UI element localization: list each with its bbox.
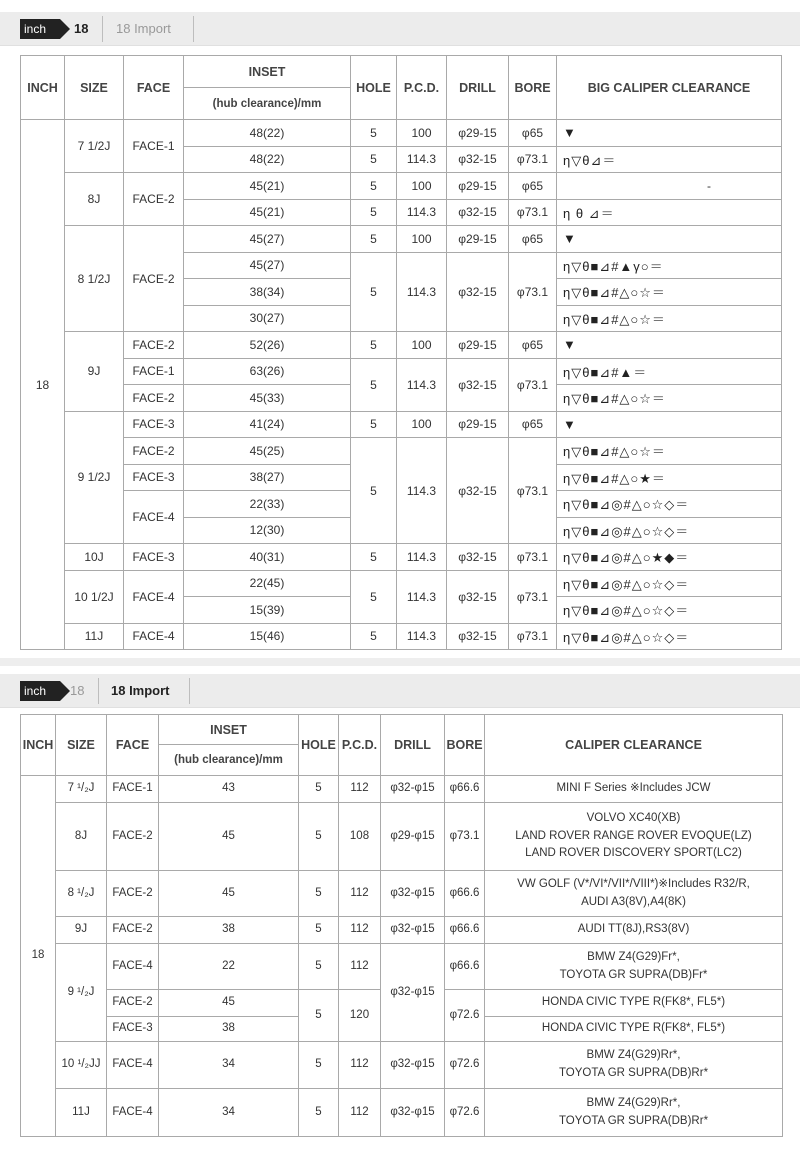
drill-cell: φ32-15 xyxy=(447,199,509,226)
bore-cell: φ66.6 xyxy=(445,944,485,990)
table-row xyxy=(21,803,783,871)
table-row xyxy=(21,226,782,253)
drill-cell: φ29-φ15 xyxy=(381,803,445,871)
hole-cell: 5 xyxy=(299,803,339,871)
header-drill: DRILL xyxy=(447,56,509,120)
bore-cell: φ73.1 xyxy=(509,199,557,226)
inset-cell: 45 xyxy=(159,990,299,1017)
bore-cell: φ65 xyxy=(509,173,557,200)
inset-cell: 22 xyxy=(159,944,299,990)
clearance-cell: η▽θ⊿＝ xyxy=(557,146,782,173)
table-row xyxy=(21,544,782,571)
inset-cell: 38(27) xyxy=(184,464,351,491)
size-cell: 7 1/2J xyxy=(65,120,124,173)
inset-cell: 30(27) xyxy=(184,305,351,332)
table-row xyxy=(21,570,782,597)
pcd-cell: 112 xyxy=(339,917,381,944)
table-row xyxy=(21,1089,783,1137)
drill-cell: φ29-15 xyxy=(447,226,509,253)
clearance-cell: η▽θ■⊿#▲γ○＝ xyxy=(557,252,782,279)
clearance-cell xyxy=(485,944,783,990)
face-cell: FACE-2 xyxy=(124,385,184,412)
inch-cell: 18 xyxy=(21,776,56,1137)
face-cell: FACE-2 xyxy=(107,803,159,871)
bore-cell: φ72.6 xyxy=(445,1089,485,1137)
clearance-cell: η▽θ■⊿◎#△○☆◇＝ xyxy=(557,491,782,518)
tab-18[interactable]: 18 xyxy=(70,683,85,698)
hole-cell: 5 xyxy=(299,917,339,944)
vehicle-line: HONDA CIVIC TYPE R(FK8*, FL5*) xyxy=(541,1022,726,1035)
hole-cell: 5 xyxy=(299,871,339,917)
clearance-cell: η▽θ■⊿◎#△○★◆＝ xyxy=(557,544,782,571)
inset-cell: 34 xyxy=(159,1089,299,1137)
drill-cell: φ32-15 xyxy=(447,438,509,544)
face-cell: FACE-4 xyxy=(107,1042,159,1089)
size-cell: 9J xyxy=(65,332,124,412)
face-cell: FACE-2 xyxy=(107,871,159,917)
face-cell: FACE-3 xyxy=(107,1017,159,1042)
header-pcd: P.C.D. xyxy=(339,715,381,776)
vehicle-line: AUDI TT(8J),RS3(8V) xyxy=(577,923,690,936)
bore-cell: φ73.1 xyxy=(509,570,557,623)
clearance-cell: η▽θ■⊿#△○☆＝ xyxy=(557,385,782,412)
face-cell: FACE-4 xyxy=(124,491,184,544)
bore-cell: φ73.1 xyxy=(509,438,557,544)
size-cell: 8J xyxy=(65,173,124,226)
pcd-cell: 114.3 xyxy=(397,358,447,411)
inset-cell: 63(26) xyxy=(184,358,351,385)
clearance-cell: - xyxy=(557,173,782,200)
bore-cell: φ72.6 xyxy=(445,1042,485,1089)
clearance-cell xyxy=(485,917,783,944)
clearance-cell xyxy=(485,803,783,871)
table-row xyxy=(21,623,782,650)
caliper-clearance-table xyxy=(20,714,783,1137)
inset-cell: 48(22) xyxy=(184,120,351,147)
inset-cell: 43 xyxy=(159,776,299,803)
clearance-cell xyxy=(485,1017,783,1042)
inset-cell: 15(46) xyxy=(184,623,351,650)
drill-cell: φ32-15 xyxy=(447,146,509,173)
size-cell: 8J xyxy=(56,803,107,871)
pcd-cell: 100 xyxy=(397,332,447,359)
pcd-cell: 100 xyxy=(397,411,447,438)
header-pcd: P.C.D. xyxy=(397,56,447,120)
vehicle-line: AUDI A3(8V),A4(8K) xyxy=(581,895,686,908)
face-cell: FACE-1 xyxy=(107,776,159,803)
header-inset-sub: (hub clearance)/mm xyxy=(159,745,299,776)
table-row xyxy=(21,438,782,465)
face-cell: FACE-2 xyxy=(124,332,184,359)
tab-18[interactable]: 18 xyxy=(74,21,89,36)
vehicle-line: LAND ROVER DISCOVERY SPORT(LC2) xyxy=(525,847,742,860)
bore-cell: φ65 xyxy=(509,120,557,147)
header-hole: HOLE xyxy=(351,56,397,120)
clearance-cell: η▽θ■⊿#△○☆＝ xyxy=(557,279,782,306)
hole-cell: 5 xyxy=(351,332,397,359)
header-inch: INCH xyxy=(21,715,56,776)
bore-cell: φ73.1 xyxy=(509,623,557,650)
tab-18-import[interactable]: 18 Import xyxy=(111,683,170,698)
face-cell: FACE-3 xyxy=(124,464,184,491)
pcd-cell: 114.3 xyxy=(397,438,447,544)
hole-cell: 5 xyxy=(299,1042,339,1089)
inset-cell: 45(25) xyxy=(184,438,351,465)
inset-cell: 45(21) xyxy=(184,173,351,200)
size-cell: 8 1/2J xyxy=(65,226,124,332)
vehicle-line: VW GOLF (V*/VI*/VII*/VIII*)※Includes R32/R, xyxy=(517,877,750,890)
hole-cell: 5 xyxy=(299,990,339,1042)
inch-label: inch xyxy=(20,19,60,39)
header-size: SIZE xyxy=(56,715,107,776)
header-hole: HOLE xyxy=(299,715,339,776)
table-row xyxy=(21,944,783,990)
clearance-cell: ▼ xyxy=(557,411,782,438)
table-row xyxy=(21,411,782,438)
tab-bar xyxy=(0,674,800,708)
header-bore: BORE xyxy=(445,715,485,776)
vehicle-line: VOLVO XC40(XB) xyxy=(586,811,681,824)
vehicle-line: TOYOTA GR SUPRA(DB)Rr* xyxy=(558,1067,709,1079)
inset-cell: 45(33) xyxy=(184,385,351,412)
inset-cell: 45 xyxy=(159,803,299,871)
tab-divider xyxy=(98,678,99,704)
drill-cell: φ32-φ15 xyxy=(381,917,445,944)
hole-cell: 5 xyxy=(351,173,397,200)
clearance-cell: η▽θ■⊿#△○☆＝ xyxy=(557,438,782,465)
header-inset-sub: (hub clearance)/mm xyxy=(184,88,351,120)
table-row xyxy=(21,871,783,917)
pcd-cell: 120 xyxy=(339,990,381,1042)
pcd-cell: 112 xyxy=(339,1089,381,1137)
bore-cell: φ73.1 xyxy=(445,803,485,871)
fitment-table xyxy=(20,55,782,650)
header-inch: INCH xyxy=(21,56,65,120)
hole-cell: 5 xyxy=(351,120,397,147)
pcd-cell: 114.3 xyxy=(397,623,447,650)
inset-cell: 40(31) xyxy=(184,544,351,571)
hole-cell: 5 xyxy=(351,146,397,173)
drill-cell: φ32-15 xyxy=(447,570,509,623)
clearance-cell: η▽θ■⊿#△○☆＝ xyxy=(557,305,782,332)
hole-cell: 5 xyxy=(299,776,339,803)
pcd-cell: 114.3 xyxy=(397,570,447,623)
size-cell: 9 ¹/₂J xyxy=(56,944,107,1042)
header-drill: DRILL xyxy=(381,715,445,776)
hole-cell: 5 xyxy=(351,226,397,253)
drill-cell: φ32-15 xyxy=(447,623,509,650)
bore-cell: φ66.6 xyxy=(445,871,485,917)
drill-cell: φ32-φ15 xyxy=(381,944,445,1042)
clearance-cell: η▽θ■⊿#▲＝ xyxy=(557,358,782,385)
clearance-cell xyxy=(485,776,783,803)
face-cell: FACE-4 xyxy=(124,623,184,650)
size-cell: 9 1/2J xyxy=(65,411,124,544)
inset-cell: 34 xyxy=(159,1042,299,1089)
hole-cell: 5 xyxy=(351,438,397,544)
bore-cell: φ66.6 xyxy=(445,917,485,944)
drill-cell: φ29-15 xyxy=(447,332,509,359)
bore-cell: φ73.1 xyxy=(509,252,557,332)
inset-cell: 45(21) xyxy=(184,199,351,226)
size-cell: 10 ¹/₂JJ xyxy=(56,1042,107,1089)
pcd-cell: 112 xyxy=(339,776,381,803)
bore-cell: φ65 xyxy=(509,226,557,253)
clearance-cell xyxy=(485,871,783,917)
pcd-cell: 100 xyxy=(397,226,447,253)
hole-cell: 5 xyxy=(351,358,397,411)
size-cell: 10 1/2J xyxy=(65,570,124,623)
hole-cell: 5 xyxy=(351,623,397,650)
size-cell: 8 ¹/₂J xyxy=(56,871,107,917)
face-cell: FACE-2 xyxy=(124,173,184,226)
drill-cell: φ29-15 xyxy=(447,173,509,200)
hole-cell: 5 xyxy=(351,544,397,571)
pcd-cell: 100 xyxy=(397,173,447,200)
table-row xyxy=(21,1042,783,1089)
hole-cell: 5 xyxy=(351,199,397,226)
hole-cell: 5 xyxy=(299,944,339,990)
vehicle-line: BMW Z4(G29)Fr*, xyxy=(587,950,680,963)
table-row xyxy=(21,120,782,147)
header-clearance: BIG CALIPER CLEARANCE xyxy=(557,56,782,120)
drill-cell: φ29-15 xyxy=(447,120,509,147)
pcd-cell: 112 xyxy=(339,1042,381,1089)
size-cell: 10J xyxy=(65,544,124,571)
vehicle-line: TOYOTA GR SUPRA(DB)Fr* xyxy=(559,968,708,981)
hole-cell: 5 xyxy=(299,1089,339,1137)
inset-cell: 52(26) xyxy=(184,332,351,359)
tab-divider xyxy=(189,678,190,704)
size-cell: 11J xyxy=(56,1089,107,1137)
drill-cell: φ32-15 xyxy=(447,252,509,332)
tab-divider xyxy=(193,16,194,42)
vehicle-line: BMW Z4(G29)Rr*, xyxy=(586,1049,681,1062)
tab-18-import[interactable]: 18 Import xyxy=(116,21,171,36)
header-inset: INSET xyxy=(159,715,299,745)
bore-cell: φ73.1 xyxy=(509,146,557,173)
vehicle-line: BMW Z4(G29)Rr*, xyxy=(586,1096,681,1109)
inset-cell: 38(34) xyxy=(184,279,351,306)
face-cell: FACE-4 xyxy=(107,944,159,990)
face-cell: FACE-2 xyxy=(124,438,184,465)
tab-bar xyxy=(0,12,800,46)
inset-cell: 12(30) xyxy=(184,517,351,544)
face-cell: FACE-3 xyxy=(124,411,184,438)
clearance-cell: η▽θ■⊿◎#△○☆◇＝ xyxy=(557,623,782,650)
bore-cell: φ73.1 xyxy=(509,544,557,571)
drill-cell: φ32-φ15 xyxy=(381,871,445,917)
inset-cell: 38 xyxy=(159,1017,299,1042)
face-cell: FACE-4 xyxy=(124,570,184,623)
clearance-cell xyxy=(485,1089,783,1137)
clearance-cell: η▽θ■⊿◎#△○☆◇＝ xyxy=(557,517,782,544)
face-cell: FACE-2 xyxy=(107,990,159,1017)
pcd-cell: 112 xyxy=(339,944,381,990)
bore-cell: φ65 xyxy=(509,332,557,359)
size-cell: 7 ¹/₂J xyxy=(56,776,107,803)
table-row xyxy=(21,173,782,200)
inset-cell: 45(27) xyxy=(184,252,351,279)
clearance-cell: η θ ⊿＝ xyxy=(557,199,782,226)
drill-cell: φ29-15 xyxy=(447,411,509,438)
face-cell: FACE-1 xyxy=(124,120,184,173)
vehicle-line: HONDA CIVIC TYPE R(FK8*, FL5*) xyxy=(541,996,726,1009)
header-inset: INSET xyxy=(184,56,351,88)
bore-cell: φ65 xyxy=(509,411,557,438)
inset-cell: 38 xyxy=(159,917,299,944)
drill-cell: φ32-φ15 xyxy=(381,1042,445,1089)
clearance-cell: ▼ xyxy=(557,120,782,147)
clearance-cell: ▼ xyxy=(557,226,782,253)
pcd-cell: 100 xyxy=(397,120,447,147)
inset-cell: 22(33) xyxy=(184,491,351,518)
bore-cell: φ73.1 xyxy=(509,358,557,411)
clearance-cell: η▽θ■⊿◎#△○☆◇＝ xyxy=(557,597,782,624)
bore-cell: φ72.6 xyxy=(445,990,485,1042)
header-clearance: CALIPER CLEARANCE xyxy=(485,715,783,776)
face-cell: FACE-4 xyxy=(107,1089,159,1137)
header-size: SIZE xyxy=(65,56,124,120)
vehicle-line: TOYOTA GR SUPRA(DB)Rr* xyxy=(558,1114,709,1127)
pcd-cell: 112 xyxy=(339,871,381,917)
drill-cell: φ32-φ15 xyxy=(381,1089,445,1137)
pcd-cell: 114.3 xyxy=(397,252,447,332)
inch-cell: 18 xyxy=(21,120,65,650)
pcd-cell: 114.3 xyxy=(397,199,447,226)
header-bore: BORE xyxy=(509,56,557,120)
table-row xyxy=(21,776,783,803)
drill-cell: φ32-15 xyxy=(447,358,509,411)
inset-cell: 45(27) xyxy=(184,226,351,253)
drill-cell: φ32-15 xyxy=(447,544,509,571)
size-cell: 11J xyxy=(65,623,124,650)
size-cell: 9J xyxy=(56,917,107,944)
drill-cell: φ32-φ15 xyxy=(381,776,445,803)
face-cell: FACE-1 xyxy=(124,358,184,385)
inset-cell: 48(22) xyxy=(184,146,351,173)
clearance-cell: η▽θ■⊿◎#△○☆◇＝ xyxy=(557,570,782,597)
table-row xyxy=(21,358,782,385)
inch-label: inch xyxy=(20,681,60,701)
bore-cell: φ66.6 xyxy=(445,776,485,803)
tab-divider xyxy=(102,16,103,42)
clearance-cell: ▼ xyxy=(557,332,782,359)
hole-cell: 5 xyxy=(351,252,397,332)
inset-cell: 45 xyxy=(159,871,299,917)
inset-cell: 41(24) xyxy=(184,411,351,438)
face-cell: FACE-3 xyxy=(124,544,184,571)
face-cell: FACE-2 xyxy=(107,917,159,944)
vehicle-line: MINI F Series ※Includes JCW xyxy=(556,782,711,795)
pcd-cell: 108 xyxy=(339,803,381,871)
inset-cell: 22(45) xyxy=(184,570,351,597)
pcd-cell: 114.3 xyxy=(397,544,447,571)
clearance-cell xyxy=(485,1042,783,1089)
table-row xyxy=(21,917,783,944)
vehicle-line: LAND ROVER RANGE ROVER EVOQUE(LZ) xyxy=(515,829,752,842)
clearance-cell: η▽θ■⊿#△○★＝ xyxy=(557,464,782,491)
face-cell: FACE-2 xyxy=(124,226,184,332)
inset-cell: 15(39) xyxy=(184,597,351,624)
clearance-cell xyxy=(485,990,783,1017)
header-face: FACE xyxy=(124,56,184,120)
pcd-cell: 114.3 xyxy=(397,146,447,173)
hole-cell: 5 xyxy=(351,411,397,438)
header-face: FACE xyxy=(107,715,159,776)
table-row xyxy=(21,332,782,359)
hole-cell: 5 xyxy=(351,570,397,623)
